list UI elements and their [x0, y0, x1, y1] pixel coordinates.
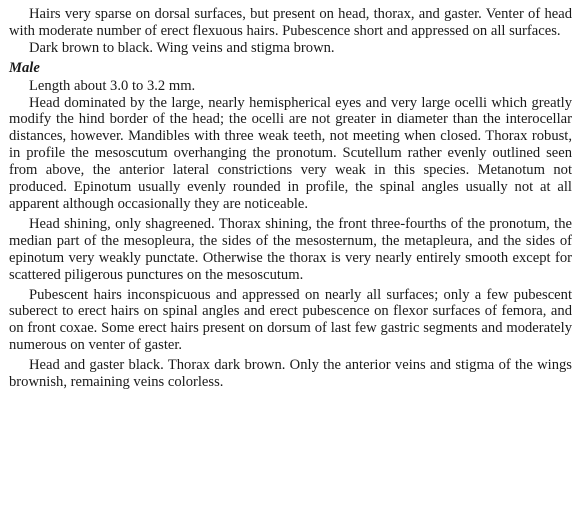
section-heading-male: Male: [9, 59, 40, 76]
paragraph-worker-pilosity: Hairs very sparse on dorsal surfaces, but present on head, thorax, and gaster. Venter of head with moderate number of erect flexuous hairs. Pubescence short and appressed on all surfaces.: [9, 6, 572, 39]
paragraph-male-head-thorax: Head dominated by the large, nearly hemispherical eyes and very large ocelli which greatly modify the hind border of the head; the ocelli are not greater in diameter than the interocellar distances, however. Mandibles with three weak teeth, not meeting when closed. Thorax robust, in profile the mesoscutum overhanging the pronotum. Scutellum rather evenly outlined seen from above, the anterior lateral constrictions very weak in this species. Metanotum not produced. Epinotum usually evenly rounded in profile, the spinal angles usually not at all apparent although occasionally they are noticeable.: [9, 94, 572, 212]
paragraph-male-color: Head and gaster black. Thorax dark brown. Only the anterior veins and stigma of the wings brownish, remaining veins colorless.: [9, 357, 572, 391]
document-page: [9, 6, 572, 391]
paragraph-male-length: Length about 3.0 to 3.2 mm.: [29, 77, 196, 94]
paragraph-worker-color: Dark brown to black. Wing veins and stigma brown.: [29, 39, 335, 56]
paragraph-male-sculpture: Head shining, only shagreened. Thorax shining, the front three-fourths of the pronotum, the median part of the mesopleura, the sides of the mesosternum, the metapleura, and the sides of epinotum very weakly punctate. Otherwise the thorax is very nearly entirely smooth except for scattered piligerous punctures on the mesoscutum.: [9, 215, 572, 283]
paragraph-male-pilosity: Pubescent hairs inconspicuous and appressed on nearly all surfaces; only a few pubescent suberect to erect hairs on spinal angles and erect pubescence on flexor surfaces of femora, and on front coxae. Some erect hairs present on dorsum of last few gastric segments and moderately numerous on venter of gaster.: [9, 286, 572, 354]
